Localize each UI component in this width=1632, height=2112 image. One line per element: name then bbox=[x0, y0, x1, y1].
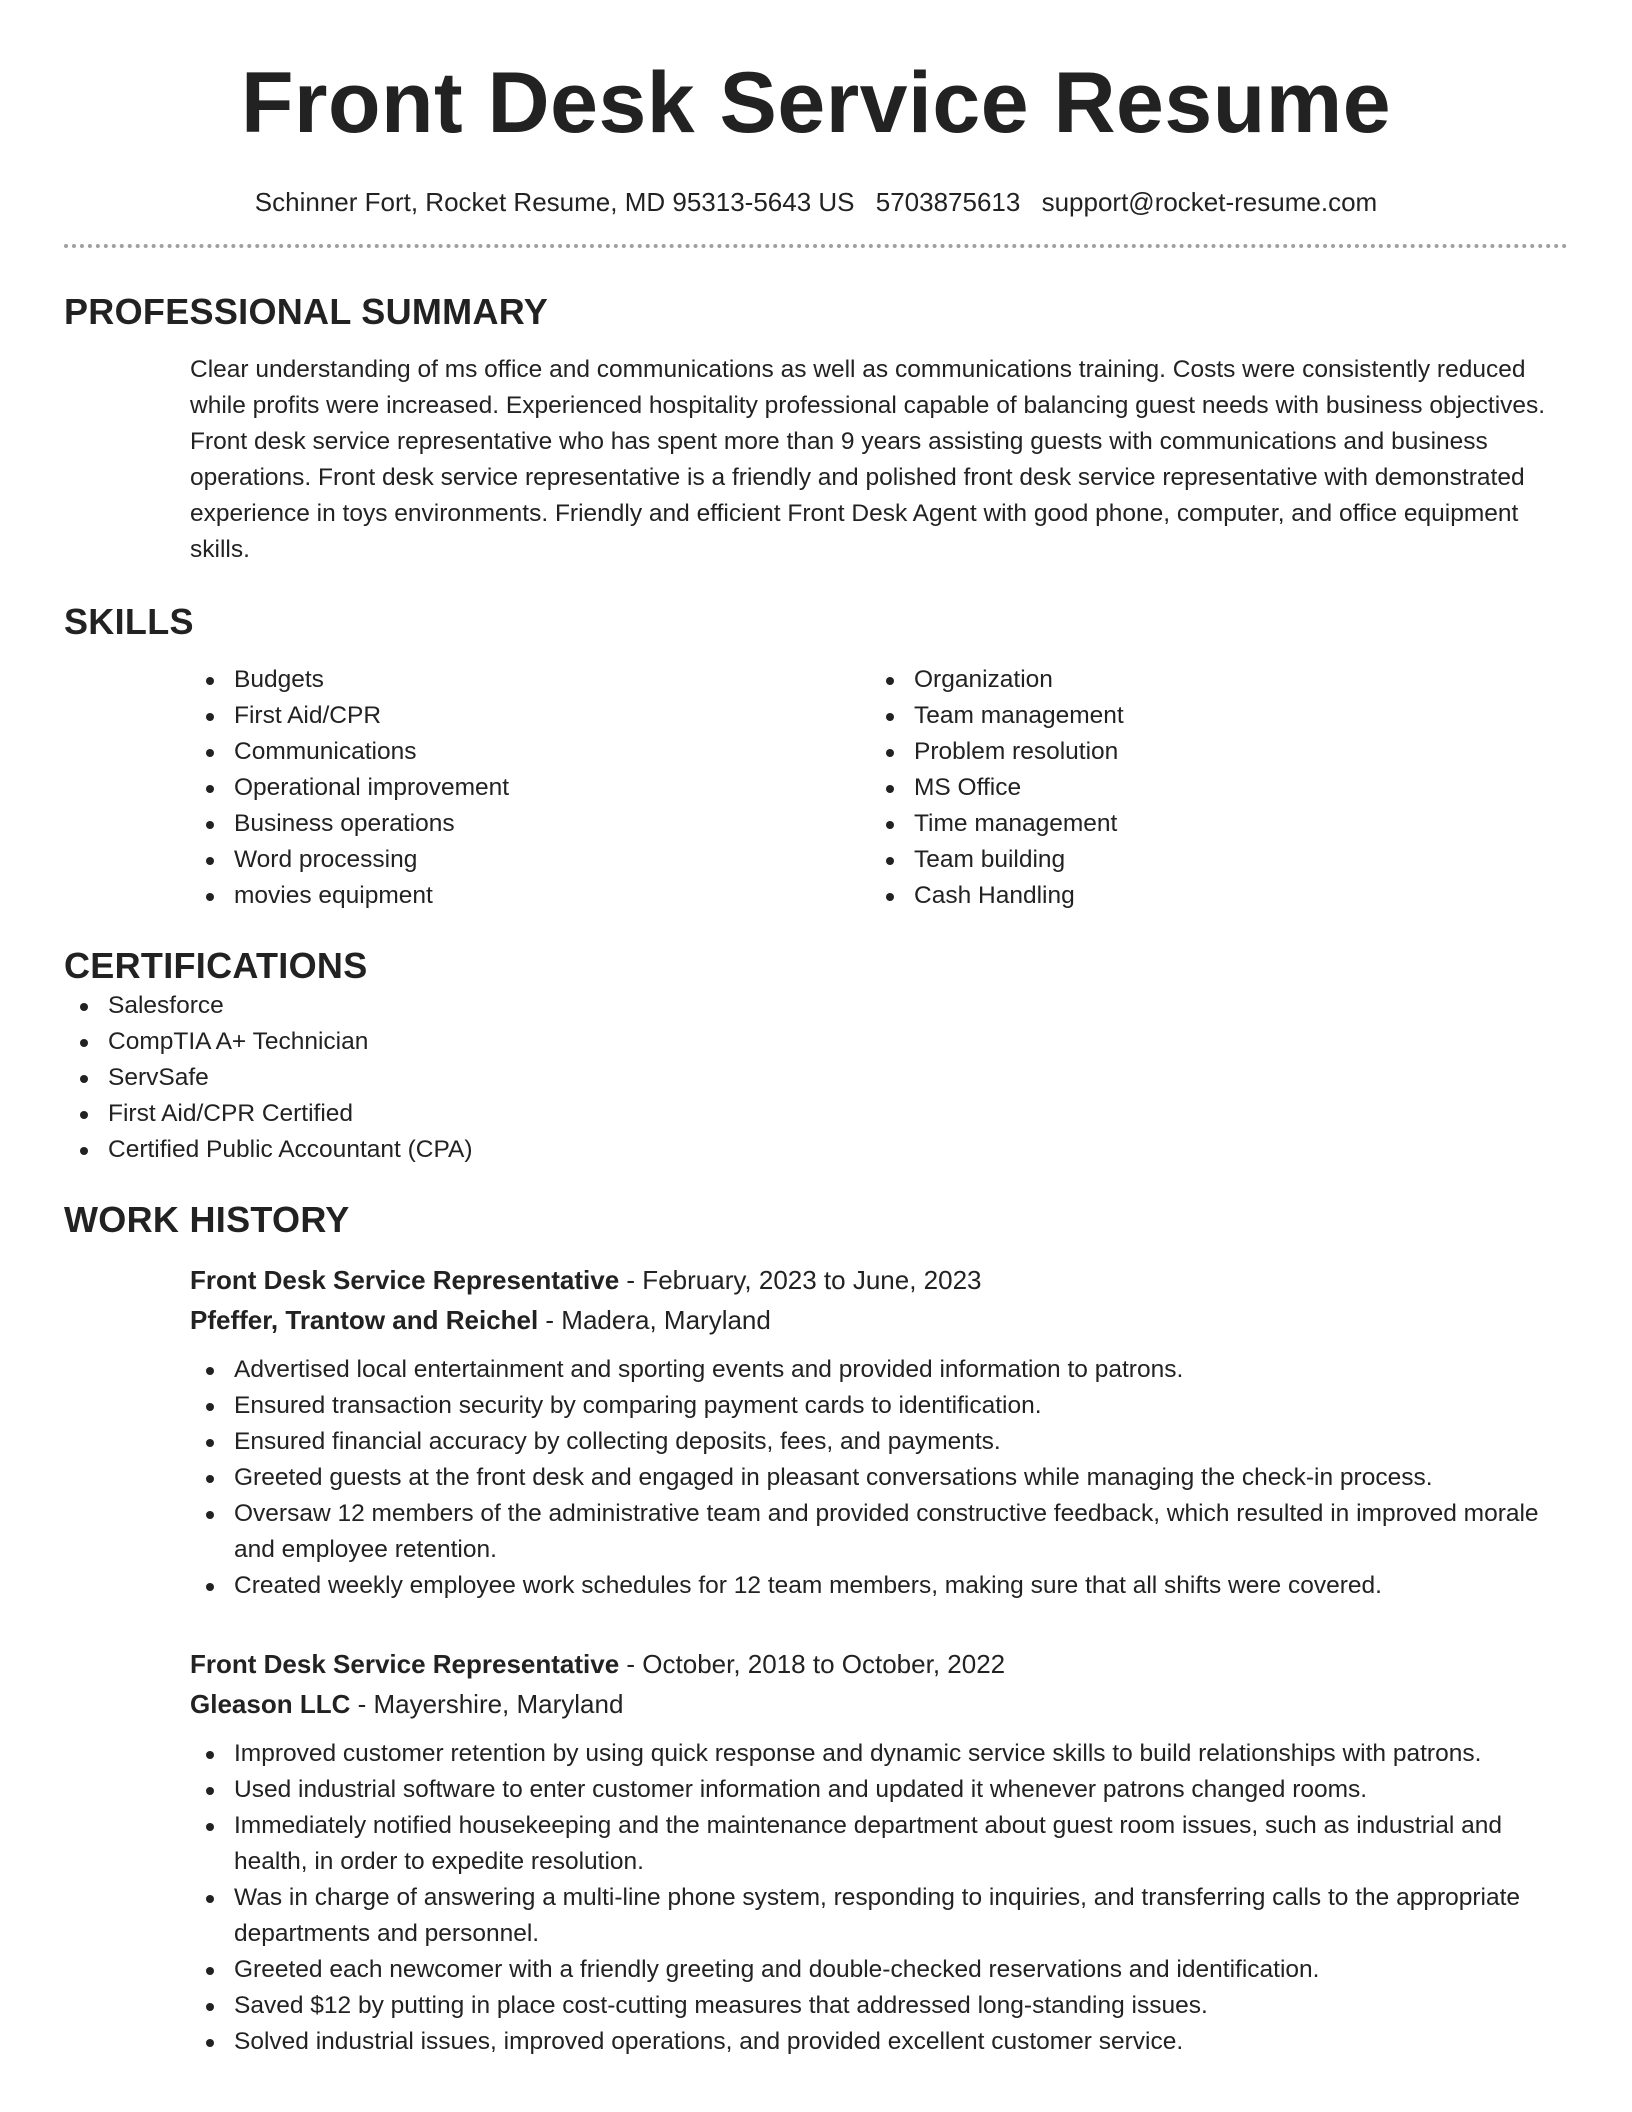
header-divider bbox=[64, 244, 1568, 248]
job-title: Front Desk Service Representative bbox=[190, 1649, 620, 1679]
skill-item: Business operations bbox=[190, 806, 870, 842]
certification-item: Certified Public Accountant (CPA) bbox=[64, 1132, 1568, 1168]
job-entry bbox=[190, 1644, 1558, 2060]
job-location: - Madera, Maryland bbox=[538, 1305, 771, 1335]
work-history-section bbox=[64, 1198, 1568, 2060]
job-bullet: Immediately notified housekeeping and the maintenance department about guest room issues, such as industrial and health, in order to expedite resolution. bbox=[190, 1808, 1558, 1880]
job-bullet: Used industrial software to enter customer information and updated it whenever patrons changed rooms. bbox=[190, 1772, 1558, 1808]
job-bullet: Greeted each newcomer with a friendly greeting and double-checked reservations and identification. bbox=[190, 1952, 1558, 1988]
job-bullets bbox=[190, 1736, 1558, 2060]
contact-email: support@rocket-resume.com bbox=[1041, 187, 1378, 217]
job-bullets bbox=[190, 1352, 1558, 1604]
certifications-section bbox=[64, 944, 1568, 1168]
job-bullet: Solved industrial issues, improved operations, and provided excellent customer service. bbox=[190, 2024, 1558, 2060]
job-bullet: Greeted guests at the front desk and engaged in pleasant conversations while managing the check-in process. bbox=[190, 1460, 1558, 1496]
job-company-line bbox=[190, 1684, 1558, 1724]
certification-item: ServSafe bbox=[64, 1060, 1568, 1096]
certifications-heading: CERTIFICATIONS bbox=[64, 945, 368, 986]
certifications-list bbox=[64, 988, 1568, 1168]
job-title: Front Desk Service Representative bbox=[190, 1265, 620, 1295]
job-dates: - October, 2018 to October, 2022 bbox=[619, 1649, 1006, 1679]
job-company-line bbox=[190, 1300, 1558, 1340]
skills-heading: SKILLS bbox=[64, 601, 194, 642]
job-dates: - February, 2023 to June, 2023 bbox=[619, 1265, 982, 1295]
certification-item: CompTIA A+ Technician bbox=[64, 1024, 1568, 1060]
job-bullet: Improved customer retention by using quick response and dynamic service skills to build relationships with patrons. bbox=[190, 1736, 1558, 1772]
contact-line bbox=[64, 184, 1568, 220]
contact-phone: 5703875613 bbox=[875, 187, 1021, 217]
certification-item: Salesforce bbox=[64, 988, 1568, 1024]
skill-item: MS Office bbox=[870, 770, 1550, 806]
certification-item: First Aid/CPR Certified bbox=[64, 1096, 1568, 1132]
skills-section bbox=[64, 600, 1568, 914]
work-history-heading: WORK HISTORY bbox=[64, 1199, 350, 1240]
resume-title: Front Desk Service Resume bbox=[240, 55, 1392, 151]
skill-item: Cash Handling bbox=[870, 878, 1550, 914]
job-entry bbox=[190, 1260, 1558, 1604]
skill-item: Operational improvement bbox=[190, 770, 870, 806]
job-company: Gleason LLC bbox=[190, 1689, 351, 1719]
job-company: Pfeffer, Trantow and Reichel bbox=[190, 1305, 539, 1335]
skill-item: Team management bbox=[870, 698, 1550, 734]
job-bullet: Ensured transaction security by comparing payment cards to identification. bbox=[190, 1388, 1558, 1424]
skills-column-right bbox=[870, 662, 1550, 914]
summary-heading: PROFESSIONAL SUMMARY bbox=[64, 291, 549, 332]
skill-item: Word processing bbox=[190, 842, 870, 878]
job-title-line bbox=[190, 1644, 1558, 1684]
job-bullet: Created weekly employee work schedules for 12 team members, making sure that all shifts were covered. bbox=[190, 1568, 1558, 1604]
summary-section bbox=[64, 290, 1568, 568]
skill-item: First Aid/CPR bbox=[190, 698, 870, 734]
job-bullet: Saved $12 by putting in place cost-cutting measures that addressed long-standing issues. bbox=[190, 1988, 1558, 2024]
skill-item: Communications bbox=[190, 734, 870, 770]
skill-item: Problem resolution bbox=[870, 734, 1550, 770]
skills-column-left bbox=[190, 662, 870, 914]
job-bullet: Advertised local entertainment and sporting events and provided information to patrons. bbox=[190, 1352, 1558, 1388]
skill-item: Time management bbox=[870, 806, 1550, 842]
job-location: - Mayershire, Maryland bbox=[350, 1689, 624, 1719]
skill-item: movies equipment bbox=[190, 878, 870, 914]
skill-item: Team building bbox=[870, 842, 1550, 878]
job-bullet: Was in charge of answering a multi-line phone system, responding to inquiries, and transferring calls to the appropriate departments and personnel. bbox=[190, 1880, 1558, 1952]
skill-item: Organization bbox=[870, 662, 1550, 698]
job-bullet: Oversaw 12 members of the administrative team and provided constructive feedback, which resulted in improved morale and employee retention. bbox=[190, 1496, 1558, 1568]
skill-item: Budgets bbox=[190, 662, 870, 698]
skills-grid bbox=[190, 662, 1568, 914]
contact-address: Schinner Fort, Rocket Resume, MD 95313-5643 US bbox=[254, 187, 855, 217]
job-bullet: Ensured financial accuracy by collecting deposits, fees, and payments. bbox=[190, 1424, 1558, 1460]
summary-text: Clear understanding of ms office and communications as well as communications training. Costs were consistently reduced while profits were increased. Experienced hospitality professional capable of balancing guest needs with business objectives. Front desk service representative who has spent more than 9 years assisting guests with communications and business operations. Front desk service representative is a friendly and polished front desk service representative with demonstrated experience in toys environments. Friendly and efficient Front Desk Agent with good phone, computer, and office equipment skills. bbox=[190, 356, 1546, 563]
job-title-line bbox=[190, 1260, 1558, 1300]
